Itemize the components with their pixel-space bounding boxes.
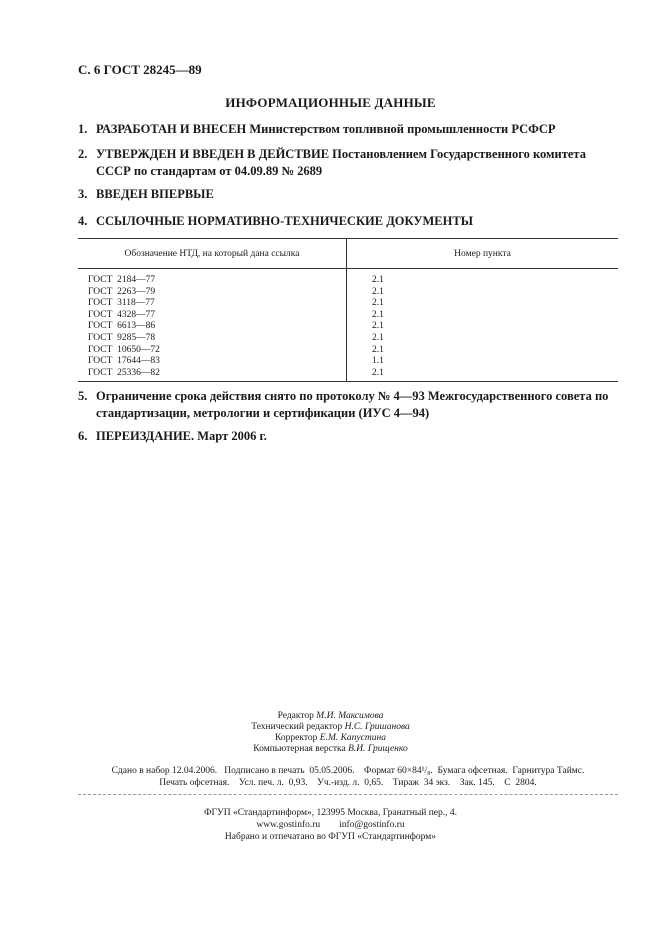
clause-cell: 2.1: [372, 298, 384, 309]
credit-tech-editor: [0, 722, 661, 733]
document-cell: ГОСТ 2263—79: [78, 287, 347, 299]
info-item-1: [78, 121, 618, 138]
organization-address: ФГУП «Стандартинформ», 123995 Москва, Гранатный пер., 4.: [203, 808, 458, 818]
info-item-5: [78, 388, 618, 422]
document-cell: ГОСТ 25336—82: [78, 368, 347, 382]
item-number: 6.: [78, 429, 88, 443]
document-cell: ГОСТ 2184—77: [78, 269, 347, 287]
divider: [78, 794, 618, 795]
info-item-3: [78, 186, 618, 203]
item-number: 2.: [78, 147, 88, 161]
clause-cell: 2.1: [372, 321, 384, 332]
organization-contacts: www.gostinfo.ru info@gostinfo.ru: [256, 820, 405, 830]
table-row: [78, 321, 618, 333]
references-table: [78, 238, 618, 382]
table-bottom-rule: [78, 381, 618, 382]
credit-person: М.И. Максимова: [316, 711, 384, 721]
table-row: [78, 333, 618, 345]
credit-role: Компьютерная верстка: [253, 744, 346, 754]
info-item-6: [78, 428, 618, 445]
item-text: ВВЕДЕН ВПЕРВЫЕ: [96, 187, 214, 201]
info-item-2: [78, 146, 618, 180]
table-row: [78, 310, 618, 322]
organization-info: [0, 807, 661, 843]
credits-block: [0, 711, 661, 755]
credit-role: Редактор: [277, 711, 314, 721]
table-row: [78, 298, 618, 310]
clause-cell: 2.1: [372, 332, 384, 343]
item-text: ПЕРЕИЗДАНИЕ. Март 2006 г.: [96, 429, 267, 443]
column-header-clause: Номер пункта: [347, 239, 619, 269]
clause-cell: 2.1: [372, 367, 384, 378]
clause-cell: 2.1: [372, 275, 384, 285]
document-cell: ГОСТ 17644—83: [78, 356, 347, 368]
table-row: [78, 345, 618, 357]
table-row: [78, 368, 618, 382]
credit-role: Корректор: [275, 733, 318, 743]
column-header-document: Обозначение НТД, на который дана ссылка: [78, 239, 347, 269]
info-item-4: [78, 213, 618, 230]
clause-cell: 2.1: [372, 309, 384, 320]
document-cell: ГОСТ 3118—77: [78, 298, 347, 310]
document-cell: ГОСТ 9285—78: [78, 333, 347, 345]
item-text: Ограничение срока действия снято по протоколу № 4—93 Межгосударственного совета по стандартизации, метрологии и сертификации (ИУС 4—94): [96, 389, 609, 420]
organization-printed-by: Набрано и отпечатано во ФГУП «Стандартинформ»: [224, 832, 437, 842]
document-cell: ГОСТ 6613—86: [78, 321, 347, 333]
table-header-row: [78, 239, 618, 269]
item-number: 1.: [78, 122, 88, 136]
credit-person: Н.С. Гришанова: [344, 722, 410, 732]
clause-cell: 2.1: [372, 344, 384, 355]
section-title: ИНФОРМАЦИОННЫЕ ДАННЫЕ: [225, 95, 436, 110]
publication-info: [78, 765, 618, 789]
publication-line-2: Печать офсетная. Усл. печ. л. 0,93. Уч.-изд. л. 0,65. Тираж 34 экз. Зак. 145. С 2804.: [159, 778, 537, 788]
credit-editor: [0, 711, 661, 722]
credit-person: В.И. Грищенко: [348, 744, 408, 754]
item-text: ССЫЛОЧНЫЕ НОРМАТИВНО-ТЕХНИЧЕСКИЕ ДОКУМЕНТЫ: [96, 214, 473, 228]
item-number: 3.: [78, 187, 88, 201]
table-row: [78, 356, 618, 368]
item-number: 5.: [78, 389, 88, 403]
clause-cell: 1.1: [372, 356, 384, 367]
document-cell: ГОСТ 4328—77: [78, 310, 347, 322]
item-text: УТВЕРЖДЕН И ВВЕДЕН В ДЕЙСТВИЕ Постановлением Государственного комитета СССР по стандартам от 04.09.89 № 2689: [96, 147, 586, 178]
credit-proofreader: [0, 733, 661, 744]
publication-line-1: Сдано в набор 12.04.2006. Подписано в печать 05.05.2006. Формат 60×84¹/₈. Бумага офсетная. Гарнитура Таймс.: [111, 766, 585, 776]
table-row: [78, 269, 618, 287]
item-text: РАЗРАБОТАН И ВНЕСЕН Министерством топливной промышленности РСФСР: [96, 122, 556, 136]
credit-role: Технический редактор: [251, 722, 343, 732]
item-number: 4.: [78, 214, 88, 228]
credit-person: Е.М. Капустина: [319, 733, 386, 743]
table-row: [78, 287, 618, 299]
credit-layout: [0, 744, 661, 755]
clause-cell: 2.1: [372, 286, 384, 297]
page-header: С. 6 ГОСТ 28245—89: [78, 62, 202, 77]
document-cell: ГОСТ 10650—72: [78, 345, 347, 357]
